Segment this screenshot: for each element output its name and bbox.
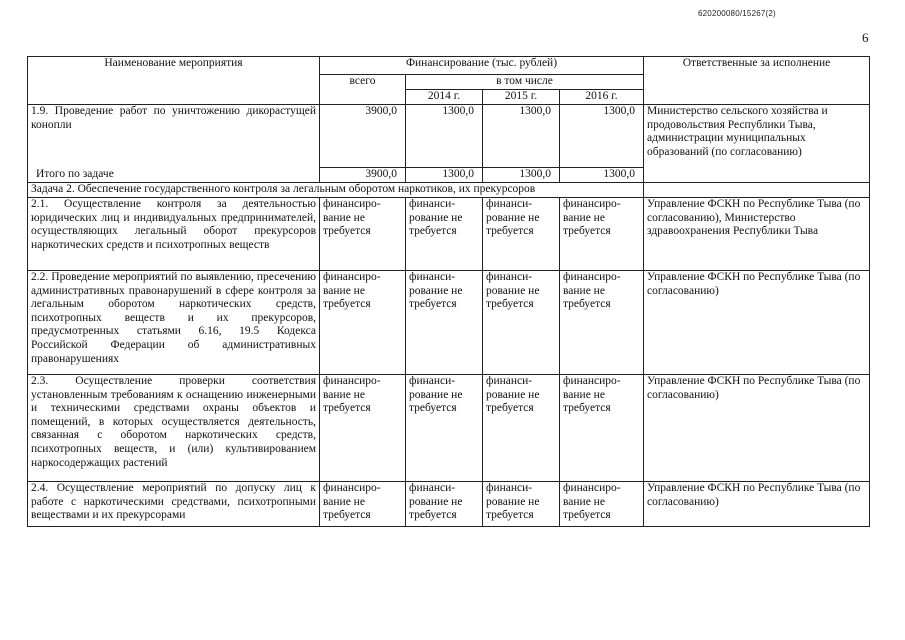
row-1-9-2016: 1300,0 (560, 105, 644, 168)
header-name: Наименование мероприятия (28, 57, 320, 105)
header-year-2016: 2016 г. (560, 90, 644, 105)
row-2-2-responsible: Управление ФСКН по Республике Тыва (по согласованию) (644, 271, 870, 375)
page-number: 6 (862, 30, 869, 45)
row-2-1-responsible: Управление ФСКН по Республике Тыва (по согласованию), Министерство здравоохранения Республики Тыва (644, 198, 870, 271)
row-1-9-name: 1.9. Проведение работ по уничтожению дикорастущей конопли (28, 105, 320, 168)
header-including: в том числе (406, 75, 644, 90)
table-row (28, 482, 870, 527)
header-year-2015: 2015 г. (483, 90, 560, 105)
row-2-3-2016: финансиро-вание не требуется (560, 375, 644, 482)
header-financing: Финансирование (тыс. рублей) (320, 57, 644, 75)
row-1-9-total: 3900,0 (320, 105, 406, 168)
row-2-4-2015: финанси-рование не требуется (483, 482, 560, 527)
itogo-2014: 1300,0 (406, 168, 483, 183)
row-1-9-2014: 1300,0 (406, 105, 483, 168)
row-2-1-2016: финансиро-вание не требуется (560, 198, 644, 271)
table-row (28, 375, 870, 482)
row-1-9-2015: 1300,0 (483, 105, 560, 168)
itogo-2015: 1300,0 (483, 168, 560, 183)
row-2-3-total: финансиро-вание не требуется (320, 375, 406, 482)
row-2-4-total: финансиро-вание не требуется (320, 482, 406, 527)
row-2-3-2015: финанси-рование не требуется (483, 375, 560, 482)
row-2-3-responsible: Управление ФСКН по Республике Тыва (по согласованию) (644, 375, 870, 482)
table-row (28, 271, 870, 375)
row-2-1-total: финансиро-вание не требуется (320, 198, 406, 271)
row-2-1-2015: финанси-рование не требуется (483, 198, 560, 271)
row-2-2-2015: финанси-рование не требуется (483, 271, 560, 375)
itogo-total: 3900,0 (320, 168, 406, 183)
row-2-4-2014: финанси-рование не требуется (406, 482, 483, 527)
row-2-1-2014: финанси-рование не требуется (406, 198, 483, 271)
header-total: всего (320, 75, 406, 105)
row-2-4-name: 2.4. Осуществление мероприятий по допуску лиц к работе с наркотическими средствами, психотропными веществами и их прекурсорами (28, 482, 320, 527)
row-2-2-2016: финансиро-вание не требуется (560, 271, 644, 375)
row-2-2-2014: финанси-рование не требуется (406, 271, 483, 375)
task-2-title: Задача 2. Обеспечение государственного контроля за легальным оборотом наркотиков, их прекурсоров (28, 183, 644, 198)
header-year-2014: 2014 г. (406, 90, 483, 105)
itogo-label: Итого по задаче (28, 168, 320, 183)
row-2-3-2014: финанси-рование не требуется (406, 375, 483, 482)
row-2-2-total: финансиро-вание не требуется (320, 271, 406, 375)
row-1-9-responsible: Министерство сельского хозяйства и продовольствия Республики Тыва, администрации муниципальных образований (по согласованию) (644, 105, 870, 183)
header-responsible: Ответственные за исполнение (644, 57, 870, 105)
task-2-empty-cell (644, 183, 870, 198)
table-row (28, 198, 870, 271)
table-row (28, 183, 870, 198)
row-2-1-name: 2.1. Осуществление контроля за деятельностью юридических лиц и индивидуальных предпринимателей, осуществляющих легальный оборот прекурсоров наркотических средств и психотропных веществ (28, 198, 320, 271)
document-number: 620200080/15267(2) (698, 9, 776, 18)
row-2-3-name: 2.3. Осуществление проверки соответствия установленным требованиям к оснащению инженерными и техническими средствами охраны объектов и помещений, в которых осуществляется деятельность, связанная с оборотом наркотических средств, психотропных веществ, и (или) культивированием наркосодержащих растений (28, 375, 320, 482)
row-2-4-responsible: Управление ФСКН по Республике Тыва (по согласованию) (644, 482, 870, 527)
financing-table (27, 56, 870, 527)
table-row (28, 105, 870, 168)
itogo-2016: 1300,0 (560, 168, 644, 183)
row-2-4-2016: финансиро-вание не требуется (560, 482, 644, 527)
row-2-2-name: 2.2. Проведение мероприятий по выявлению, пресечению административных правонарушений в сфере контроля за легальным оборотом наркотических средств, психотропных веществ и их прекурсоров, предусмотренных статьями 6.16, 19.5 Кодекса Российской Федерации об административных правонарушениях (28, 271, 320, 375)
